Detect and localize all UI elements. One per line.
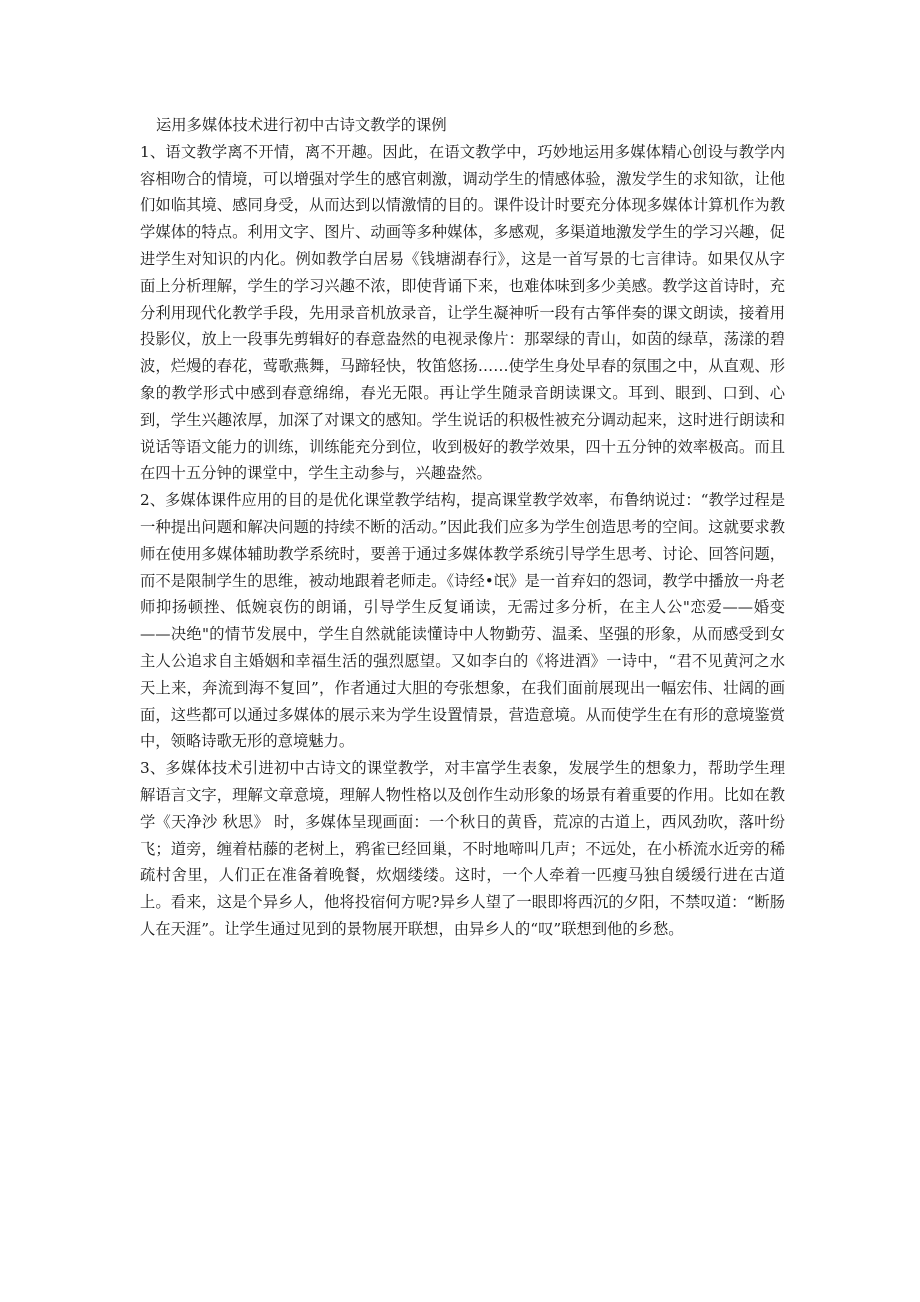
document-title: 运用多媒体技术进行初中古诗文教学的课例 — [156, 116, 447, 134]
paragraph-2: 2、多媒体课件应用的目的是优化课堂教学结构，提高课堂教学效率，布鲁纳说过：“教学过程是一种提出问题和解决问题的持续不断的活动。”因此我们应多为学生创造思考的空间。这就要求教师在使用多媒体辅助教学系统时，要善于通过多媒体教学系统引导学生思考、讨论、回答问题，而不是限制学生的思维，被动地跟着老师走。《诗经•氓》是一首弃妇的怨词，教学中播放一舟老师抑扬顿挫、低婉哀伤的朗诵，引导学生反复诵读，无需过多分析，在主人公"恋爱——婚变——决绝"的情节发展中，学生自然就能读懂诗中人物勤劳、温柔、坚强的形象，从而感受到女主人公追求自主婚姻和幸福生活的强烈愿望。又如李白的《将进酒》一诗中，“君不见黄河之水天上来，奔流到海不复回”，作者通过大胆的夸张想象，在我们面前展现出一幅宏伟、壮阔的画面，这些都可以通过多媒体的展示来为学生设置情景，营造意境。从而使学生在有形的意境鉴赏中，领略诗歌无形的意境魅力。 — [140, 491, 785, 751]
paragraph-3: 3、多媒体技术引进初中古诗文的课堂教学，对丰富学生表象，发展学生的想象力，帮助学生理解语言文字，理解文章意境，理解人物性格以及创作生动形象的场景有着重要的作用。比如在教学《天净沙 秋思》 时，多媒体呈现画面：一个秋日的黄昏，荒凉的古道上，西风劲吹，落叶纷飞；道旁，缠着枯藤的老树上，鸦雀已经回巢，不时地啼叫几声；不远处，在小桥流水近旁的稀疏村舍里，人们正在准备着晚餐，炊烟缕缕。这时，一个人牵着一匹瘦马独自缓缓行进在古道上。看来，这是个异乡人，他将投宿何方呢?异乡人望了一眼即将西沉的夕阳，不禁叹道：“断肠人在天涯”。让学生通过见到的景物展开联想，由异乡人的“叹”联想到他的乡愁。 — [140, 759, 785, 938]
document-body — [140, 112, 785, 943]
paragraph-1: 1、语文教学离不开情，离不开趣。因此，在语文教学中，巧妙地运用多媒体精心创设与教学内容相吻合的情境，可以增强对学生的感官刺激，调动学生的情感体验，激发学生的求知欲，让他们如临其境、感同身受，从而达到以情激情的目的。课件设计时要充分体现多媒体计算机作为教学媒体的特点。利用文字、图片、动画等多种媒体，多感观，多渠道地激发学生的学习兴趣，促进学生对知识的内化。例如教学白居易《钱塘湖春行》，这是一首写景的七言律诗。如果仅从字面上分析理解，学生的学习兴趣不浓，即使背诵下来，也难体味到多少美感。教学这首诗时，充分利用现代化教学手段，先用录音机放录音，让学生凝神听一段有古筝伴奏的课文朗读，接着用投影仪，放上一段事先剪辑好的春意盎然的电视录像片：那翠绿的青山，如茵的绿草，荡漾的碧波，烂熳的春花，莺歌燕舞，马蹄轻快，牧笛悠扬……使学生身处早春的氛围之中，从直观、形象的教学形式中感到春意绵绵，春光无限。再让学生随录音朗读课文。耳到、眼到、口到、心到，学生兴趣浓厚，加深了对课文的感知。学生说话的积极性被充分调动起来，这时进行朗读和说话等语文能力的训练，训练能充分到位，收到极好的教学效果，四十五分钟的效率极高。而且在四十五分钟的课堂中，学生主动参与，兴趣盎然。 — [140, 142, 785, 483]
